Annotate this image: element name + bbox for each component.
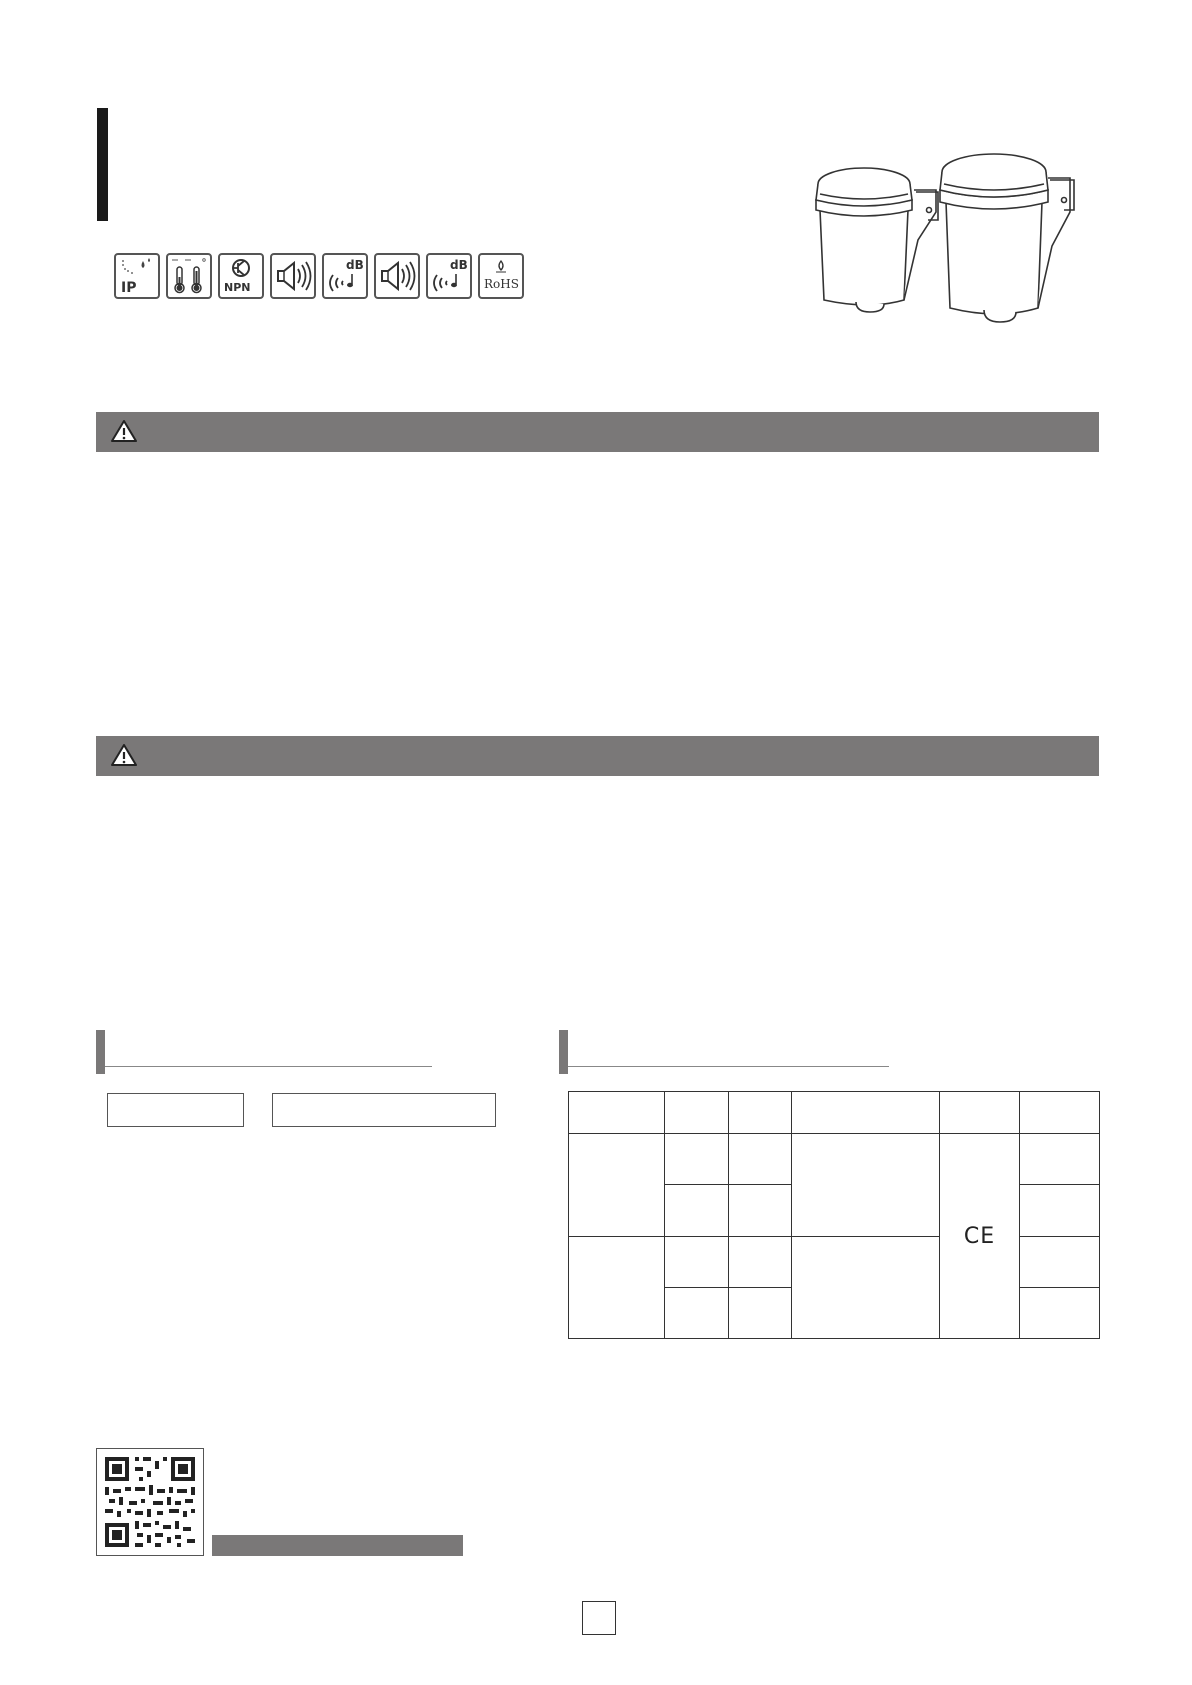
table-row xyxy=(569,1236,1100,1287)
warning-icon xyxy=(110,419,138,443)
decibel-sound-icon-2 xyxy=(426,253,472,299)
table-cell xyxy=(940,1092,1020,1134)
table-cell xyxy=(665,1287,729,1338)
warning-icon xyxy=(110,743,138,767)
table-cell xyxy=(569,1092,665,1134)
table-row xyxy=(569,1134,1100,1185)
subsection-heading-right xyxy=(559,1030,889,1074)
npn-transistor-icon xyxy=(218,253,264,299)
table-cell xyxy=(729,1185,792,1236)
qr-caption-bar xyxy=(212,1535,463,1556)
ip-label: IP xyxy=(121,280,137,296)
rohs-label: RoHS xyxy=(484,277,519,291)
rohs-icon xyxy=(478,253,524,299)
table-cell xyxy=(792,1134,940,1236)
table-cell xyxy=(792,1236,940,1338)
ce-mark: CE xyxy=(940,1134,1020,1339)
table-cell xyxy=(569,1236,665,1338)
table-cell xyxy=(1020,1287,1100,1338)
table-cell xyxy=(665,1134,729,1185)
speaker-volume-icon-1 xyxy=(270,253,316,299)
db-label-1: dB xyxy=(346,258,364,272)
temperature-range-icon xyxy=(166,253,212,299)
table-cell xyxy=(665,1092,729,1134)
qr-code xyxy=(96,1448,204,1556)
table-cell xyxy=(729,1092,792,1134)
table-cell xyxy=(1020,1236,1100,1287)
spec-table xyxy=(568,1091,1100,1339)
qr-code-icon xyxy=(97,1449,203,1555)
table-cell xyxy=(1020,1185,1100,1236)
table-cell xyxy=(1020,1092,1100,1134)
model-code-box-2 xyxy=(272,1093,496,1127)
decibel-sound-icon-1 xyxy=(322,253,368,299)
npn-label: NPN xyxy=(224,281,251,294)
table-cell xyxy=(1020,1134,1100,1185)
table-cell xyxy=(729,1236,792,1287)
product-illustration xyxy=(808,150,1098,330)
model-code-box-1 xyxy=(107,1093,244,1127)
db-label-2: dB xyxy=(450,258,468,272)
subsection-heading-left xyxy=(96,1030,432,1074)
certification-icon-row xyxy=(114,253,524,299)
table-cell xyxy=(569,1134,665,1236)
speaker-volume-icon-2 xyxy=(374,253,420,299)
table-cell xyxy=(665,1236,729,1287)
table-cell xyxy=(665,1185,729,1236)
table-cell xyxy=(792,1092,940,1134)
table-row xyxy=(569,1092,1100,1134)
table-cell xyxy=(729,1287,792,1338)
ip-rating-icon xyxy=(114,253,160,299)
title-accent-bar xyxy=(97,108,108,221)
page-number-box xyxy=(582,1601,616,1635)
section-header-bar-2 xyxy=(96,736,1099,776)
table-cell xyxy=(729,1134,792,1185)
section-header-bar-1 xyxy=(96,412,1099,452)
